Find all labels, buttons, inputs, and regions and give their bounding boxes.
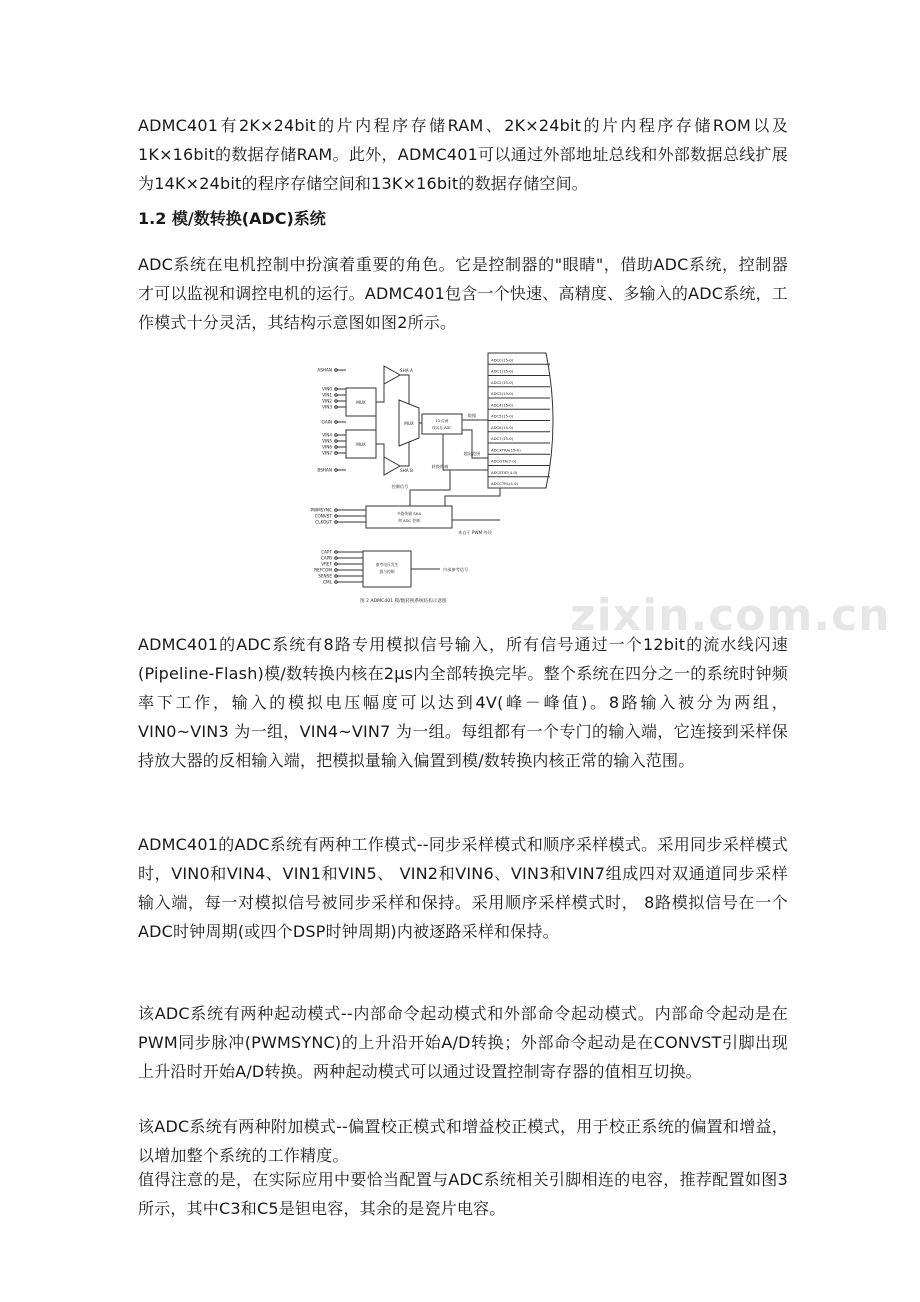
pin-label: VIN4 — [322, 432, 332, 438]
adc-core-box — [422, 414, 462, 434]
reference-pin-label: SENSE — [318, 573, 332, 579]
adc-core-label: 线闪存 ADC — [432, 426, 452, 430]
register-label: ADCCTRL(4-0) — [491, 481, 519, 486]
register-label: ADC5(15-0) — [491, 413, 514, 419]
sha-adc-control-box — [366, 506, 452, 528]
sha-a-label: SHA A — [400, 368, 413, 373]
mux-label: MUX — [404, 421, 414, 426]
register-label: ADC7(15-0) — [491, 436, 514, 441]
pin-label: VIN7 — [322, 450, 332, 456]
paragraph-start-modes: 该ADC系统有两种起动模式--内部命令起动模式和外部命令起动模式。内部命令起动是在PWM同步脉冲(PWMSYNC)的上升沿开始A/D转换；外部命令起动是在CONVST引脚出现上升沿时开始A/D转换。两种起动模式可以通过设置控制寄存器的值相互切换。 — [138, 1004, 788, 1081]
paragraph-calibration: 该ADC系统有两种附加模式--偏置校正模式和增益校正模式，用于校正系统的偏置和增益，以增加整个系统的工作精度。 — [138, 1117, 788, 1165]
pin-label: VIN5 — [322, 438, 332, 444]
reference-block-label: 器与控制 — [379, 569, 395, 574]
sha-control-label: 和 ADC 控制 — [398, 518, 420, 523]
paragraph-sampling-modes: ADMC401的ADC系统有两种工作模式--同步采样模式和顺序采样模式。采用同步采样模式时，VIN0和VIN4、VIN1和VIN5、 VIN2和VIN6、VIN3和VIN7组成四对双通道同步采样输入端，每一对模拟信号被同步采样和保持。采用顺序采样模式时， 8路模拟信号在一个ADC时钟周期(或四个DSP时钟周期)内被逐路采样和保持。 — [138, 835, 788, 941]
register-label: ADC3(15-0) — [491, 391, 514, 396]
pin-label: BSHAN — [317, 467, 332, 473]
mux-label: MUX — [356, 442, 366, 447]
register-label: ADC6(15-0) — [491, 424, 514, 430]
reference-pin-label: REFCOM — [314, 567, 332, 573]
pwm-peripheral-label: 来自于 PWM 外设 — [458, 530, 492, 535]
sha-control-label: 多路传输 SHA — [396, 511, 422, 516]
watermark: zixin.com.cn — [570, 590, 891, 641]
figure-caption: 图 2 ADMC401 模/数转换系统结构示意图 — [360, 599, 447, 604]
overflow-label: 越出范围 — [463, 451, 481, 456]
control-pin-label: PWMSYNC — [310, 507, 332, 513]
control-pin-label: CLKOUT — [315, 519, 332, 525]
pin-label: VIN3 — [322, 404, 332, 410]
reference-pin-label: CML — [323, 579, 332, 585]
sha-b-label: SHA B — [400, 468, 413, 473]
register-label: ADCSTAT(4-0) — [491, 469, 518, 475]
pin-label: VIN0 — [322, 386, 332, 392]
adc-core-label: 12 位流 — [435, 419, 449, 423]
mux-label: MUX — [356, 400, 366, 405]
adc-block-diagram — [300, 350, 580, 610]
reference-pin-label: VREF — [321, 561, 332, 567]
pin-label: ASHAN — [317, 367, 332, 373]
reference-pin-label: CAPB — [320, 555, 332, 561]
paragraph-adc-intro: ADC系统在电机控制中扮演着重要的角色。它是控制器的"眼睛"，借助ADC系统，控制器才可以监视和调控电机的运行。ADMC401包含一个快速、高精度、多输入的ADC系统，工作模式十分灵活，其结构示意图如图2所示。 — [138, 255, 788, 332]
sha-b-amplifier — [384, 457, 400, 475]
paragraph-memory: ADMC401有2K×24bit的片内程序存储RAM、2K×24bit的片内程序存储ROM以及1K×16bit的数据存储RAM。此外，ADMC401可以通过外部地址总线和外部数据总线扩展为14K×24bit的程序存储空间和13K×16bit的数据存储空间。 — [138, 116, 788, 193]
control-pin-label: CONVST — [314, 513, 332, 519]
internal-reference-label: 内部参考信号 — [443, 567, 469, 572]
register-label: ADC1(15-0) — [491, 368, 514, 374]
pin-label: VIN1 — [322, 392, 332, 398]
register-label: ADC2(15-0) — [491, 379, 514, 385]
register-label: ADCOTR(7-0) — [491, 458, 517, 464]
conversion-end-label: 转换终端 — [431, 464, 449, 469]
paragraph-adc-inputs: ADMC401的ADC系统有8路专用模拟信号输入，所有信号通过一个12bit的流水线闪速(Pipeline-Flash)模/数转换内核在2μs内全部转换完毕。整个系统在四分之一的系统时钟频率下工作，输入的模拟电压幅度可以达到4V(峰－峰值)。8路输入被分为两组，VIN0~VIN3 为一组，VIN4~VIN7 为一组。每组都有一个专门的输入端，它连接到采样保持放大器的反相输入端，把模拟量输入偏置到模/数转换内核正常的输入范围。 — [138, 635, 788, 770]
control-signal-label: 控制信号 — [391, 484, 409, 489]
register-label: ADCXTRA(15-0) — [491, 447, 521, 453]
data-label: 数据 — [467, 413, 477, 418]
section-heading: 1.2 模/数转换(ADC)系统 — [138, 209, 326, 228]
pin-label: VIN6 — [322, 444, 332, 450]
paragraph-capacitors: 值得注意的是，在实际应用中要恰当配置与ADC系统相关引脚相连的电容，推荐配置如图3所示，其中C3和C5是钽电容，其余的是瓷片电容。 — [138, 1170, 788, 1218]
sha-a-amplifier — [384, 366, 400, 384]
pin-label: VIN2 — [322, 398, 332, 404]
reference-pin-label: CAPT — [321, 549, 332, 555]
register-label: ADC0(15-0) — [491, 357, 514, 363]
pin-label: GAIN — [321, 419, 332, 425]
register-label: ADC4(15-0) — [491, 402, 514, 408]
reference-block-label: 参考电压发生 — [375, 562, 399, 567]
